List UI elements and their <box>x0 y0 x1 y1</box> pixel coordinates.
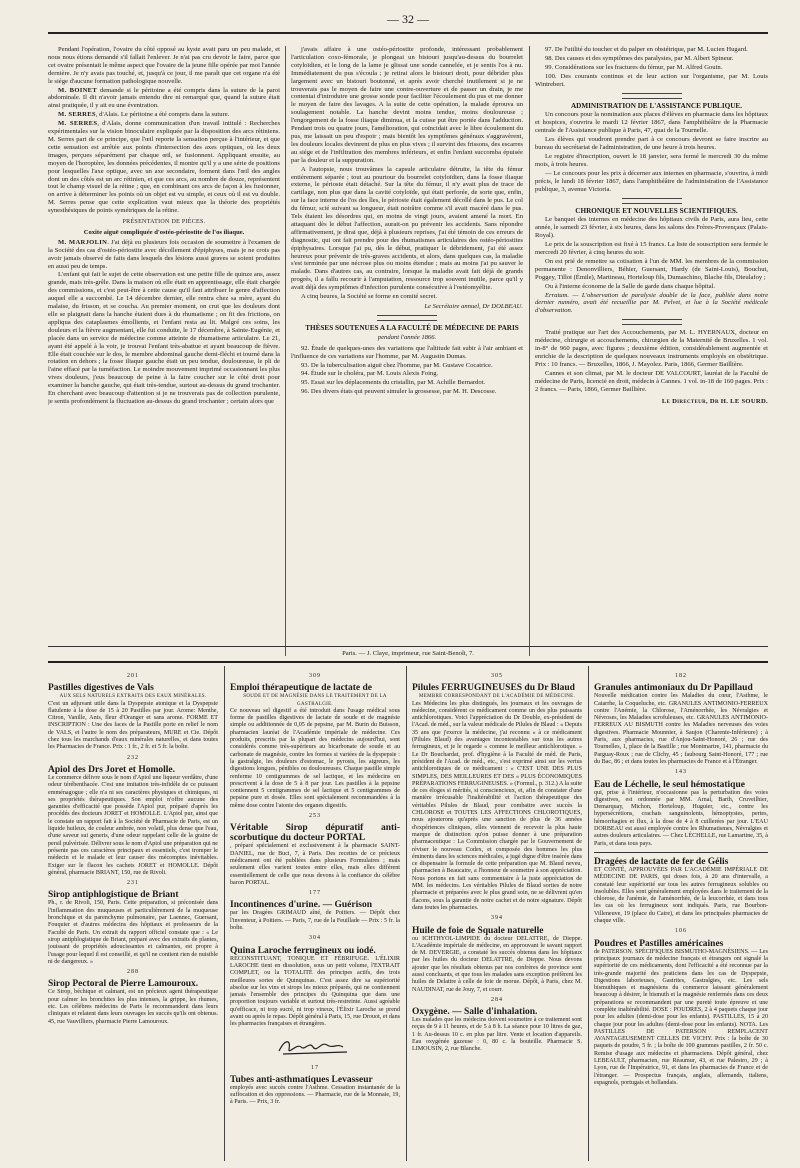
ad-heading: Véritable Sirop dépuratif anti-scorbutique du docteur PORTAL <box>230 823 400 844</box>
ad-body: par les Dragées GRIMAUD aîné, de Poitiers. — Dépôt chez l'inventeur, à Poitiers. — Paris, 7, rue de la Feuillade — Prix : 5 fr. la boîte. <box>230 910 400 932</box>
thesis-item: 97. De l'utilité du toucher et du palper en obstétrique, par M. Lucien Hugard. <box>545 46 748 53</box>
ad-body: qui, prise à l'intérieur, n'occasionne pas la perturbation des voies digestives, est ordonnée par MM. Arnal, Barth, Cruveilhier, Demarquay, Michon, Horteloup, Huguier, etc., contre les hypersécrétions, crachats sanguinolents, hémoptysies, pertes, hémorrhagies et flux, à la dose de 4 à 8 cuillerées par jour. L'EAU DORBEAU est aussi employée contre les Rhumatismes, Névralgies et autres douleurs articulaires. — Chez LÉCHELLE, rue Lamartine, 35, à Paris, et dans tous pays. <box>594 789 768 847</box>
ad-number: 106 <box>675 928 687 935</box>
paragraph: A l'autopsie, nous trouvâmes la capsule articulaire détruite, la tête du fémur entièrement séparée ; tout au pourtour du bourrelet cotyloïdien, dans la fosse iliaque externe, le périoste était détaché. Sur la tête du fémur, il n'y avait plus de trace de cartilage, non plus que dans la cavité cotyloïde, qui était perforée, de sorte que, enfin, sur la face interne de l'os des îles, le périoste était également décollé dans le pus. Le col du fémur, scié suivant sa longueur, était noirâtre comme s'il avait macéré dans le pus. Tels étaient les désordres qui, en moins de vingt jours, avaient amené la mort. En attaquant dès le début l'affection, aurait-on pu prévenir les accidents. Sans répondre affirmativement, je dirai que, déjà à plusieurs reprises, j'ai été témoin de ces erreurs de diagnostic, qui ont fait prendre pour des rhumatismes articulaires des ostéo-périostites épiphysaires. Lorsque j'ai pu, dès le début, pratiquer le débridement, j'ai été assez heureux pour prévenir de très-graves accidents, et alors, dans quelques cas, la maladie s'est terminée par une nécrose plus ou moins étendue ; mais au moins j'ai pu sauver le malade. Dans d'autres cas, au contraire, lorsque la maladie avait fait déjà de grands progrès, il a fallu recourir à l'amputation, ressource trop souvent inutile, parce qu'il y avait déjà des symptômes d'infection purulente consécutive à l'ostéomyélite. <box>291 165 523 292</box>
book-notice: Cannes et son climat, par M. le docteur DE VALCOURT, lauréat de la Faculté de médecine de Paris, licencié en droit, médecin à Cannes. 1 vol. in-18 de 160 pages. Prix : 2 francs. — Paris, 1866, Germer Baillière. <box>535 369 768 393</box>
ad-body: C'est un adjuvant utile dans la Dyspepsie atonique et la Dyspepsie flatulente à la dose de 15 à 20 Pastilles par jour. Arome: Menthe, Citron, Vanille, Anis, fleur d'Oranger et sans arome. FORME ET INSCRIPTION : Une des faces de la Pastille porte en relief le nom de VALS, et l'autre le nom des préparateurs, MURE et Cie. Dépôt chez tous les marchands d'eaux minérales naturelles, et dans toutes les Pharmacies de France. Prix : 1 fr., 2 fr. et 5 fr. la boîte. <box>48 700 218 751</box>
ad-subheading: SOUDE ET DE MAGNÉSIE DANS LE TRAITEMENT DE LA GASTRALGIE. <box>243 694 387 707</box>
speaker: M. SERRES <box>58 111 96 119</box>
ornament-divider <box>622 198 682 204</box>
ad-body: Ce nouveau sel digestif a été introduit dans l'usage médical sous forme de pastilles digestives de lactate de soude et de magnésie simple ou additionnée de 0,05 de pepsine, par M. Burin du Buisson, pharmacien lauréat de l'Académie impériale de médecine. Ces produits, prescrits par la plupart des médecins aujourd'hui, sont considérés comme très-supérieurs au bicarbonate de soude et au carbonate de magnésie, contre les formes si variées de la dyspepsie : la gastralgie, les douleurs d'estomac, le pyrosis, les aigreurs, les digestions longues, pénibles ou douloureuses. Chaque pastille simple renferme 10 centigrammes de sel lactique, et les médecins en prescrivent à la dose de 5 à 8 par jour. Les pastilles à la pepsine contiennent 5 centigrammes de sel lactique et 5 centigrammes de pepsine pure et dosée. Elles sont spécialement recommandées à la même dose contre l'atonie des organes digestifs. <box>230 707 400 809</box>
paragraph: Le banquet des internes en médecine des hôpitaux civils de Paris, aura lieu, cette année, le samedi 23 février, à six heures, dans les salons des Frères-Provençaux (Palais-Royal). <box>535 216 768 240</box>
ad-body: Ce Sirop, béchique et calmant, est un précieux agent thérapeutique pour calmer les bronchites les plus intenses, la grippe, les rhumes, etc. Les célèbres médecins de Paris le recommandent dans leurs cliniques et relatent dans leurs ouvrages les succès qu'ils ont obtenus. 45, rue Vauvilliers, pharmacie Pierre Lamouroux. <box>48 989 218 1025</box>
ad-heading: Incontinences d'urine. — Guérison <box>230 900 372 911</box>
section-heading: CHRONIQUE ET NOUVELLES SCIENTIFIQUES. <box>575 206 738 215</box>
section-heading: PRÉSENTATION DE PIÈCES. <box>122 219 206 226</box>
ad-heading: Sirop Pectoral de Pierre Lamouroux. <box>48 979 199 990</box>
director-signature: Le Directeur, Dr H. LE SOURD. <box>661 397 768 405</box>
book-notice: Traité pratique sur l'art des Accouchements, par M. L. HYERNAUX, docteur en médecine, chirurgie et accouchements, chirurgien de la Maternité de Bruxelles. 1 vol. in-8° de 960 pages, avec figures ; deuxième édition, considérablement augmentée et enrichie de la description de quelques nouveaux instruments employés en obstétrique. Prix : 10 francs. — Bruxelles, 1866, J. Mayolez. Paris, 1866, Germer Baillière. <box>535 329 768 368</box>
paragraph: Le prix de la souscription est fixé à 15 francs. La liste de souscription sera fermée le mercredi 20 février, à cinq heures du soir. <box>535 241 768 257</box>
paragraph: — Le concours pour les prix à décerner aux internes en pharmacie, s'ouvrira, à midi précis, le lundi 18 février 1867, dans l'amphithéâtre de l'administration de l'Assistance publique, 3, avenue Victoria. <box>535 169 768 193</box>
thesis-item: 92. Étude de quelques-unes des variations que l'altitude fait subir à l'air ambiant et l'influence de ces variations sur l'homme, par M. Augustin Dumas. <box>291 344 523 360</box>
ad-heading: Poudres et Pastilles américaines <box>594 938 724 949</box>
ad-column-3 <box>412 670 582 1054</box>
thesis-item: 98. Des causes et des symptômes des paralysies, par M. Albert Spineur. <box>545 54 734 62</box>
ad-heading: Pilules FERRUGINEUSES du Dr Blaud <box>412 683 575 694</box>
ad-divider <box>406 666 407 1161</box>
ad-column-1 <box>48 670 218 1026</box>
ad-number: 17 <box>311 1064 319 1071</box>
ad-divider <box>594 852 768 853</box>
ad-body: ET CONTÉ, APPROUVÉES PAR L'ACADÉMIE IMPÉRIALE DE MÉDECINE DE PARIS, qui doses fois, à 20 ans d'intervalle, a constaté leur supériorité sur tous les autres ferrugineux solubles ou insolubles. Elles sont généralement employées dans le traitement de la chlorose, de l'anémie, de l'aménorrhée, de la leucorrhée, et dans tous les cas où les ferrugineux sont indiqués. Paris, rue Bourbon-Villeneuve, 19 (place du Caire), et dans les principales pharmacies de chaque ville. <box>594 866 768 925</box>
ad-column-2 <box>230 670 400 1107</box>
column-2 <box>291 46 523 397</box>
ad-number: 232 <box>127 754 139 761</box>
speaker: M. SERRES <box>58 120 98 128</box>
paragraph: Ou à l'interne économe de la Salle de garde dans chaque hôpital. <box>545 282 715 290</box>
ad-subheading: MEMBRE CORRESPONDANT DE L'ACADÉMIE DE MÉDECINE. <box>418 694 576 700</box>
ad-heading: Eau de Léchelle, le seul hémostatique <box>594 779 745 790</box>
column-divider <box>529 46 530 656</box>
paragraph: A cinq heures, la Société se forme en comité secret. <box>301 293 438 301</box>
ad-heading: Granules antimoniaux du Dr Papillaud <box>594 683 753 694</box>
laroche-signature-image <box>275 1035 355 1059</box>
paragraph: j'avais affaire à une ostéo-périostite profonde, intéressant probablement l'articulation coxo-fémorale, je plongeai un bistouri jusqu'au-dessus du bourrelet cotyloïdien, et le long de la lame je glissai une sonde cannelée, et je sentis l'os à nu. Immédiatement du pus s'écoula ; je retirai alors le bistouri droit, pour débrider plus largement avec un bistouri boutonné, et après avoir cherché inutilement si je ne trouverais pas le moyen de faire une contre-ouverture et de passer un drain, je me contentai d'introduire une grosse sonde pour faciliter l'écoulement du pus et me donner le moyen de faire des lavages. A la suite de cette opération, la malade éprouva un soulagement notable. La hanche devint moins tendue, moins douloureuse ; l'engorgement de la fosse iliaque diminua, et la cuisse put être portée dans l'adduction. Pendant trois ou quatre jours, l'amélioration, qui coïncidait avec le libre écoulement du pus, me laissait un peu d'espoir ; mais bientôt les symptômes généraux s'aggravèrent, les douleurs locales devinrent de plus en plus vives ; il survint des frissons, des escarres au siége et de l'infiltration des membres inférieurs, et enfin l'enfant succomba épuisée par la douleur et la suppuration. <box>291 46 523 164</box>
ad-body: Nouvelle médication contre les Maladies du cœur, l'Asthme, le Catarrhe, la Coqueluche, etc. GRANULES ANTIMONIO-FERREUX contre l'Anémie, la Chlorose, l'Aménorrhée, les Névralgies et Névroses, les Maladies scrofuleuses, etc. GRANULES ANTIMONIO-FERREUX AU BISMUTH contre les Maladies nerveuses des voies digestives. Pharmacie Mounnier, à Saujon (Charente-Inférieure) ; à Paris, aux pharmacies, rue d'Anjou-Saint-Honoré, 26 ; rue des Tournelles, 1, place de la Bastille ; rue Montmartre, 141, pharmacie du Parguay-Roux ; rue de Clichy, 45 ; faubourg Saint-Honoré, 177 ; rue du Bac, 86 ; et dans toutes les pharmacies de France et à l'Étranger. <box>594 693 768 765</box>
section-subheading: Coxite aiguë compliquée d'ostéo-périostite de l'os iliaque. <box>83 228 245 236</box>
thesis-item: 99. Considérations sur les fractures du fémur, par M. Alfred Gouin. <box>545 63 723 71</box>
ad-heading: Apiol des Drs Joret et Homolle. <box>48 764 175 775</box>
ad-column-4 <box>594 670 768 1087</box>
ad-body: , préparé spécialement et exclusivement à la pharmacie SAINT-DANIEL, rue de Buci, 7, à Paris. Des recettes de ce précieux médicament ont été publiées dans plusieurs Formulaires ; mais seulement elles varient toutes entre elles, mais elles diffèrent essentiellement de celle que nous devons à la confiance du célèbre baron PORTAL. <box>230 843 400 886</box>
ad-body: Ph., r. de Rivoli, 150, Paris. Cette préparation, si préconisée dans l'inflammation des muqueuses et particulièrement de la muqueuse bronchique et du parenchyme pulmonaire, par Laennec, Guersant, Fouquier et d'autres médecins des hôpitaux et professeurs de la Faculté de Paris. Un extrait du rapport officiel constate que : « Le sirop antiphlogistique de Briant, préparé avec des extraits de plantes, jouissant de propriétés adoucissantes et calmantes, est propre à l'usage pour lequel il est conseillé, et qu'il ne contient rien de nuisible ni de dangereux. » <box>48 900 218 965</box>
ad-heading: Quina Laroche ferrugineux ou iodé. <box>230 945 376 956</box>
ad-number: 143 <box>675 769 687 776</box>
ad-heading: Emploi thérapeutique de lactate de <box>230 683 372 694</box>
speaker: M. MARJOLIN <box>58 238 108 246</box>
journal-page <box>48 0 768 1168</box>
column-3 <box>535 46 768 406</box>
ad-body: Le commerce délivre sous le nom d'Apiol une liqueur verdâtre, d'une odeur térébenthacée. C'est une imitation très-infidèle de ce puissant emménagogue ; elle n'a ni ses caractères physiques et chimiques, ni ses propriétés thérapeutiques. Son emploi n'offre aucune des garanties d'efficacité que possède l'Apiol pur, préparé d'après les procédés des docteurs JORET et HOMOLLE. L'Apiol pur, ainsi que le constate un rapport fait à la Société de Pharmacie de Paris, est un liquide huileux, de couleur ambrée, non volatil, plus dense que l'eau, d'une saveur sui generis, d'une odeur rappelant celle de la graine de persil pulvérisée. Délivrer sous le nom d'Apiol une préparation qui ne présente pas ces caractères principaux et essentiels, c'est tromper le médecin et le malade et leur causer des mécomptes inévitables. Exiger sur le flacon les cachets JORET et HOMOLLE. Dépôt général, pharmacie BRIANT, 150, rue de Rivoli. <box>48 774 218 876</box>
ad-body: RECONSTITUANT, TONIQUE ET FÉBRIFUGE. L'ÉLIXIR LAROCHE tient en dissolution, sous un petit volume, l'EXTRAIT COMPLET, ou la TOTALITÉ des principes actifs, des trois meilleures sortes de Quinquinas. C'est assez dire sa supériorité absolue sur les vins et sirops les mieux préparés, qui ne contiennent jamais l'ensemble des principes du Quinquina que dans une proportion toujours variable et surtout très-restreinte. Aussi agréable qu'efficace, ni trop sucré, ni trop vineux, l'Élixir Laroche se prend avant ou après le repas. Dépôt général à Paris, 15, rue Drouot, et dans les pharmacies françaises et étrangères. <box>230 955 400 1028</box>
header-rule <box>48 32 768 34</box>
ornament-divider <box>377 315 437 321</box>
speaker: M. BOINET <box>58 86 98 94</box>
ad-heading: Oxygène. — Salle d'inhalation. <box>412 1007 538 1018</box>
ad-number: 288 <box>127 969 139 976</box>
advertisements <box>48 666 768 1161</box>
paragraph: Un concours pour la nomination aux places d'élèves en pharmacie dans les hôpitaux et hospices, s'ouvrira le mardi 12 février 1867, dans l'amphithéâtre de la Pharmacie centrale de l'Assistance publique à Paris, 47, quai de la Tournelle. <box>535 111 768 135</box>
ad-heading: Sirop antiphlogistique de Briant <box>48 890 179 901</box>
thesis-item: 93. De la tuberculisation aiguë chez l'homme, par M. Gustave Cocatrice. <box>301 361 493 369</box>
ad-number: 177 <box>309 890 321 897</box>
ad-number: 182 <box>675 673 687 679</box>
paragraph: On est prié de remettre sa cotisation à l'un de MM. les membres de la commission permanente : Denonvilliers, Béhier, Guersant, Hardy (de Saint-Louis), Bouchut, Poggey, Tillot (Émile), Martineau, Horteloup fils, Dumaschino, Blache fils, Dieulafoy ; <box>535 257 768 281</box>
paragraph: M. SERRES, d'Alais. Le péritoine a été compris dans la suture. <box>58 111 230 119</box>
ad-number: 253 <box>309 813 321 820</box>
ad-heading: Tubes anti-asthmatiques Levasseur <box>230 1074 373 1085</box>
ad-number: 231 <box>127 880 139 887</box>
section-subheading: pendant l'année 1866. <box>377 333 437 341</box>
section-heading: ADMINISTRATION DE L'ASSISTANCE PUBLIQUE. <box>570 101 743 110</box>
thesis-item: 95. Essai sur les déplacements du cristallin, par M. Achille Bernardot. <box>301 379 486 387</box>
ad-number: 201 <box>127 673 139 679</box>
thesis-item: 100. Des courants continus et de leur action sur l'organisme, par M. Louis Wintrebert. <box>535 72 768 88</box>
ad-heading: Pastilles digestives de Vals <box>48 683 154 694</box>
ad-number: 304 <box>309 935 321 942</box>
paragraph: Le registre d'inscription, ouvert le 18 janvier, sera fermé le mercredi 30 du même mois, à trois heures. <box>535 152 768 168</box>
thesis-item: 94. Étude sur le choléra, par M. Louis Alexis Foing. <box>301 370 439 378</box>
paragraph: Erratum. — L'observation de paralysie double de la face, publiée dans notre dernier numéro, avait été recueillie par M. Pelvet, et lue à la Société médicale d'observation. <box>535 291 768 315</box>
paragraph: Pendant l'opération, l'ovaire du côté opposé au kyste avait paru un peu malade, et nous nous étions demandé s'il fallait l'enlever. Je n'ai pas cru devoir le faire, parce que cet ovaire présentait le même aspect que l'ovaire de la jeune fille opérée par moi l'année dernière. Je n'y avais pas touché, et, jusqu'à ce jour, il me paraît que cet organe n'a été le siége d'aucune formation pathologique nouvelle. <box>48 46 280 85</box>
ad-heading: Huile de foie de Squale naturelle <box>412 925 544 936</box>
section-heading: THÈSES SOUTENUES A LA FACULTÉ DE MÉDECINE DE PARIS <box>305 323 519 332</box>
imprint-rule <box>48 646 768 647</box>
ad-number: 305 <box>491 673 503 679</box>
ad-number: 394 <box>491 915 503 922</box>
thesis-item: 96. Des divers états qui peuvent simuler la grossesse, par M. H. Descosse. <box>301 388 497 396</box>
paragraph: M. BOINET demande si le péritoine a été compris dans la suture de la paroi abdominale. Il dit n'avoir jamais entendu dire ni remarqué que, quand la suture était ainsi pratiquée, il y ait eu une éventration. <box>48 86 280 110</box>
column-divider <box>285 46 286 656</box>
paragraph: M. SERRES, d'Alais, donne communication d'un travail intitulé : Recherches expérimentales sur la vision binoculaire expliquée par la disposition des arcs rétiniens. M. Serres part de ce principe, que l'œil reporte la sensation perçue à l'intérieur, et que cette sensation est arrêtée aux points d'intersection des axes optiques, où les deux images, perçues séparément par chaque œil, se fusionnent. Appliquant ensuite, au moyen de l'horoptère, les données précédentes, il montre qu'il y a une série de positions pour lesquelles l'axe optique, avec un axe secondaire, forment dans l'œil des angles dont un des côtés est un arc rétinien, et que ces arcs, au nombre de douze, représentent tout le champ visuel de la rétine ; que, en combinant ces arcs de façon à les fusionner, on arrive à déterminer les points où un objet est vu simple, et ceux où il est vu double. M. Serres pense que cette explication vaut mieux que la théorie des propriétés synesthésiques de points symétriques de la rétine. <box>48 120 280 215</box>
paragraph: M. MARJOLIN. J'ai déjà eu plusieurs fois occasion de soumettre à l'examen de la Société des cas d'ostéo-périostite avec décollement d'épiphyses, mais je ne crois pas avoir jamais observé de faits dans lesquels des lésions aussi graves se soient produites en aussi peu de temps. <box>48 238 280 270</box>
ad-divider <box>588 666 589 1161</box>
ad-number: 284 <box>491 996 503 1003</box>
ad-heading: Dragées de lactate de fer de Gélis <box>594 856 729 867</box>
paragraph: Les élèves qui voudront prendre part à ce concours devront se faire inscrire au bureau du secrétariat de l'administration, de une heure à trois heures. <box>535 136 768 152</box>
ad-number: 309 <box>309 673 321 679</box>
ad-body: ou ICHTHYOL-LIMPIDE du docteur DELATTRE, de Dieppe. L'Académie impériale de médecine, en approuvant le savant rapport de M. DEVERGIE, a constaté les succès obtenus dans les hôpitaux par les huiles du docteur DELATTRE, de Dieppe. Nous devons ajouter que les résultats obtenus par nos confrères de province sont aussi concluants, et que tous les malades sans exception préfèrent les huiles de Delattre à celle de foie de morue. Dépôt, à Paris, chez M. NAUDINAT, rue de Jouy, 7, et courr. <box>412 935 582 993</box>
ad-body: employés avec succès contre l'Asthme. Cessation instantanée de la suffocation et des oppressions. — Pharmacie, rue de la Monnaie, 19, à Paris. — Prix, 3 fr. <box>230 1084 400 1106</box>
ad-body: de PATERSON. SPÉCIFIQUES BISMUTHO-MAGNÉSIENS. — Les principaux journaux de médecine français et étrangers ont signalé la supériorité de ces médicaments, dont l'efficacité a été reconnue par la très-grande majorité des praticiens dans les cas de Dyspepsie, Digestions laborieuses, Gastrites, Gastralgies, etc. Les sels bismuthiques et magnésiens du commerce laissant généralement beaucoup à désirer, le bismuth et la magnésie renfermés dans ces deux préparations se recommandent par une pureté toute épreuve et une complète inaltérabilité. DOSE : POUDRES, 2 à 4 paquets chaque jour pour les adultes (demi-dose pour les enfants). PASTILLES, 15 à 20 chaque jour pour les adultes (demi-dose pour les enfants). NOTA. Les PASTILLES DE PATERSON REMPLACENT AVANTAGEUSEMENT CELLES DE VICHY. Prix : la boîte de 30 paquets de poudre, 5 fr. ; la boîte de 100 grammes pastilles, 2 fr. 50 c. Remise d'usage aux médecins et pharmaciens. Dépôt général, chez LEBEAULT, pharmacien, rue Réaumur, 43, et rue Palestro, 29 ; à Lyon, rue de l'Impératrice, 91, et dans les pharmacies de France et de l'étranger. — Prospectus français, anglais, allemands, italiens, espagnols, portugais et hollandais. <box>594 948 768 1086</box>
column-1 <box>48 46 280 407</box>
signature: Le Secrétaire annuel, Dr DOLBEAU. <box>424 303 523 310</box>
page-number: — 32 — <box>387 12 429 26</box>
paragraph: L'enfant qui fait le sujet de cette observation est une petite fille de quinze ans, assez grande, mais très-grêle. Dans la maison où elle était en apprentissage, elle était chargée des commissions, et c'est peut-être à cette cause qu'il faut attribuer le genre d'affection auquel elle a succombé. Le 14 décembre dernier, elle rentra chez sa mère, ayant du malaise, du frisson, et se coucha. Au premier moment, on crut que les douleurs dont elle se plaignait dans la hanche étaient dues à du rhumatisme ; on fit des frictions, on appliqua des cataplasmes émollients, et l'enfant resta au lit. Malgré ces soins, les douleurs et la fièvre augmentant, elle fut conduite, le 17 décembre, à Sainte-Eugénie, et placée dans un service de médecine comme atteinte de rhumatisme articulaire. Le 21, ayant été appelé à la voir, je trouvai l'enfant très-abattue et ayant beaucoup de fièvre. Elle était couchée sur le dos, le membre abdominal gauche demi-fléchi et tourné dans la rotation en dehors ; la fosse iliaque gauche était un peu tendue, douloureuse, le pli de l'aine effacé par la tuméfaction. Le moindre mouvement imprimé occasionnant les plus vives douleurs, j'eus beaucoup de peine à la faire coucher sur le côté droit pour examiner la hanche gauche, qui était très-tendue, surtout au-dessus du grand trochanter. En cherchant avec beaucoup d'attention si je ne trouverais pas de collection purulente, je sentis profondément la fluctuation au-dessus du grand trochanter ; certain alors que <box>48 271 280 405</box>
ad-body: Les Médecins les plus distingués, les journaux et les ouvrages de médecine, considèrent ce médicament comme un des plus puissants antichlorotiques. Voici l'appréciation du Dr Double, ex-président de l'Acad. de méd., sur la valeur médicale de Pilules de Blaud : « Depuis 35 ans que j'exerce la médecine, j'ai reconnu « à ce médicament (Pilules Blaud) des avantages incontestables sur tous les autres ferrugineux, et je le regarde « comme le meilleur antichlorotique. » Le Dr Bouchardat, prof. d'hygiène à la Faculté de méd. de Paris, président de l'Acad. de méd., etc., s'est exprimé ainsi sur les vertus antichlorotiques de ce médicament : « C'EST UNE DES PLUS SIMPLES, DES MEILLEURES ET DES « PLUS ÉCONOMIQUES PRÉPARATIONS FERRUGINEUSES. » (Formul., p. 312.) A la suite de ces éloges si mérités, si consciencieux, et, afin de constater d'une manière irrécusable l'inaltérabilité et l'action thérapeutique des véritables Pilules de Blaud, pour combattre avec succès la CHLOROSE et TOUTES LES AFFECTIONS CHLOROTIQUES, nous ajouterons qu'après une sanction de plus de 36 années d'expériences cliniques, elles viennent de recevoir la plus haute marque de distinction qu'on puisse donner à une préparation pharmaceutique : La Commission chargée par le Gouvernement de réviser le nouveau Codex, et composée des hommes les plus éminents dans les sciences médicales, a jugé digne d'être insérée dans ce dispensaire la formule de cette préparation que M. Blaud neveu, pharmacien à Beaucaire, a l'honneur de soumettre à son appréciation. Nous portons en fait sans commentaire à la juste appréciation de MM. les médecins. Les véritables Pilules de Blaud sorties de notre pharmacie et préparées avec le plus grand soin, ne se délivrent qu'en flacons, sous la garantie de notre cachet et de notre signature. Dépôt dans toutes les pharmacies. <box>412 700 582 911</box>
ads-rule <box>48 661 768 663</box>
ad-subheading: AUX SELS NATURELS EXTRAITS DES EAUX MINÉRALES. <box>59 694 207 700</box>
ornament-divider <box>622 319 682 325</box>
ad-divider <box>224 666 225 1161</box>
imprint: Paris. — J. Claye, imprimeur, rue Saint-Benoît, 7. <box>342 650 474 657</box>
ornament-divider <box>622 93 682 99</box>
ad-body: Les malades que les médecins doivent soumettre à ce traitement sont reçus de 9 à 11 heures, et de 5 à 8 h. La séance pour 10 litres de gaz, 1 fr. Au-dessus 10 c. en plus par litre. Vente et location d'appareils. Eau oxygénée gazeuse : 0, 80 c. la bouteille. Pharmacie S. LIMOUSIN, 2, rue Blanche. <box>412 1017 582 1053</box>
